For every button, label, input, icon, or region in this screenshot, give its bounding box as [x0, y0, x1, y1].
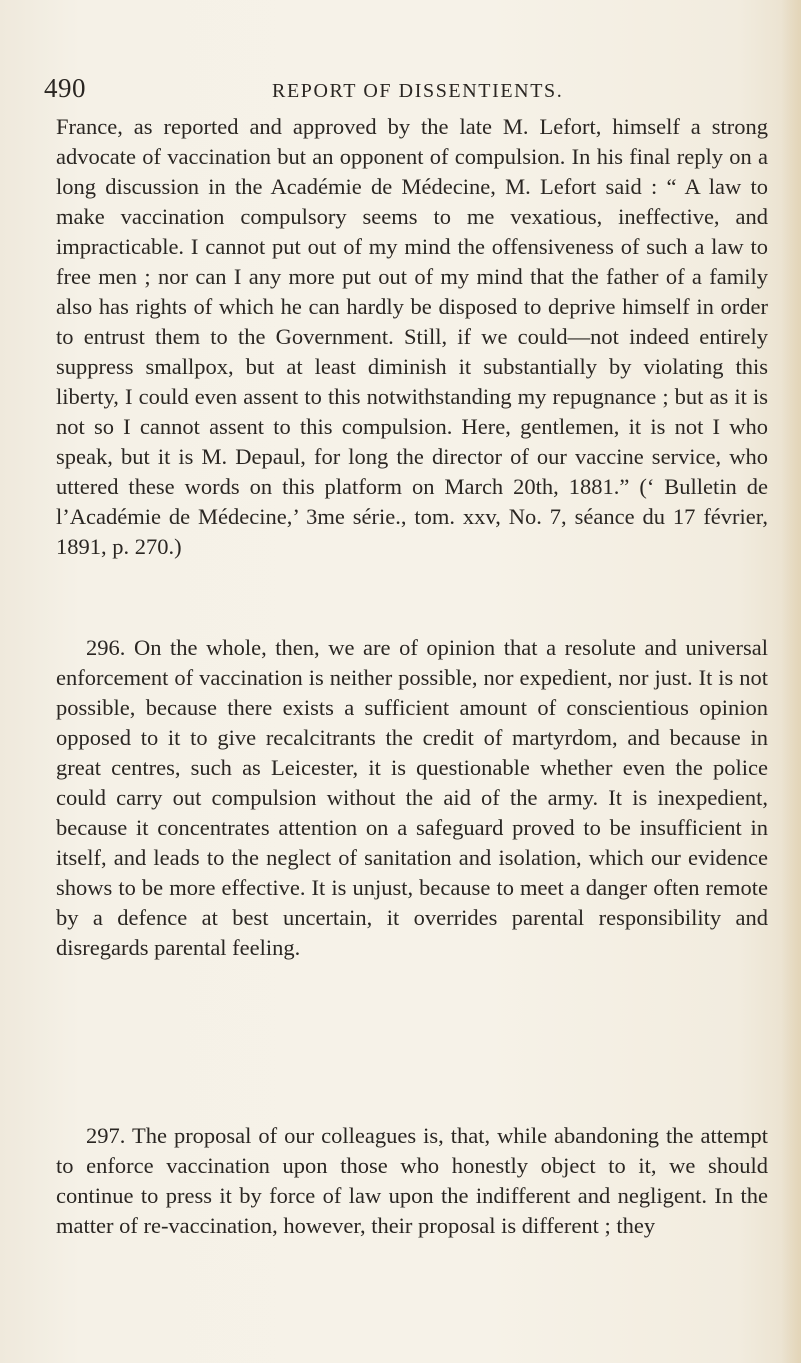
page-header	[44, 73, 764, 107]
paragraph-297: 297. The proposal of our colleagues is, that, while abandoning the attempt to enforce vaccination upon those who honestly object to it, we should continue to press it by force of law upon the indifferent and negligent. In the matter of re-vaccination, however, their proposal is different ; they	[56, 1123, 768, 1238]
page-edge-shadow	[781, 0, 801, 1363]
paragraph-opening: France, as reported and approved by the late M. Lefort, himself a strong advocate of vaccination but an opponent of compulsion. In his final reply on a long discussion in the Académie de Médecine, M. Lefort said : “ A law to make vaccination compulsory seems to me vexatious, ineffective, and impracticable. I cannot put out of my mind the offensiveness of such a law to free men ; nor can I any more put out of my mind that the father of a family also has rights of which he can hardly be disposed to deprive himself in order to entrust them to the Government. Still, if we could—not indeed entirely suppress smallpox, but at least diminish it substantially by violating this liberty, I could even assent to this notwithstanding my repugnance ; but as it is not so I cannot assent to this compulsion. Here, gentlemen, it is not I who speak, but it is M. Depaul, for long the director of our vaccine service, who uttered these words on this platform on March 20th, 1881.” (‘ Bulletin de l’Académie de Médecine,’ 3me série., tom. xxv, No. 7, séance du 17 février, 1891, p. 270.)	[56, 114, 768, 559]
running-head: REPORT OF DISSENTIENTS.	[272, 80, 564, 102]
paragraph-296: 296. On the whole, then, we are of opinion that a resolute and universal enforcement of vaccination is neither possible, nor expedient, nor just. It is not possible, because there exists a sufficient amount of conscientious opinion opposed to it to give recalcitrants the credit of martyrdom, and because in great centres, such as Leicester, it is questionable whether even the police could carry out compulsion without the aid of the army. It is inexpedient, because it concentrates attention on a safeguard proved to be insufficient in itself, and leads to the neglect of sanitation and isolation, which our evidence shows to be more effective. It is unjust, because to meet a danger often remote by a defence at best uncertain, it overrides parental responsibility and disregards parental feeling.	[56, 635, 768, 960]
page-number: 490	[44, 73, 86, 103]
